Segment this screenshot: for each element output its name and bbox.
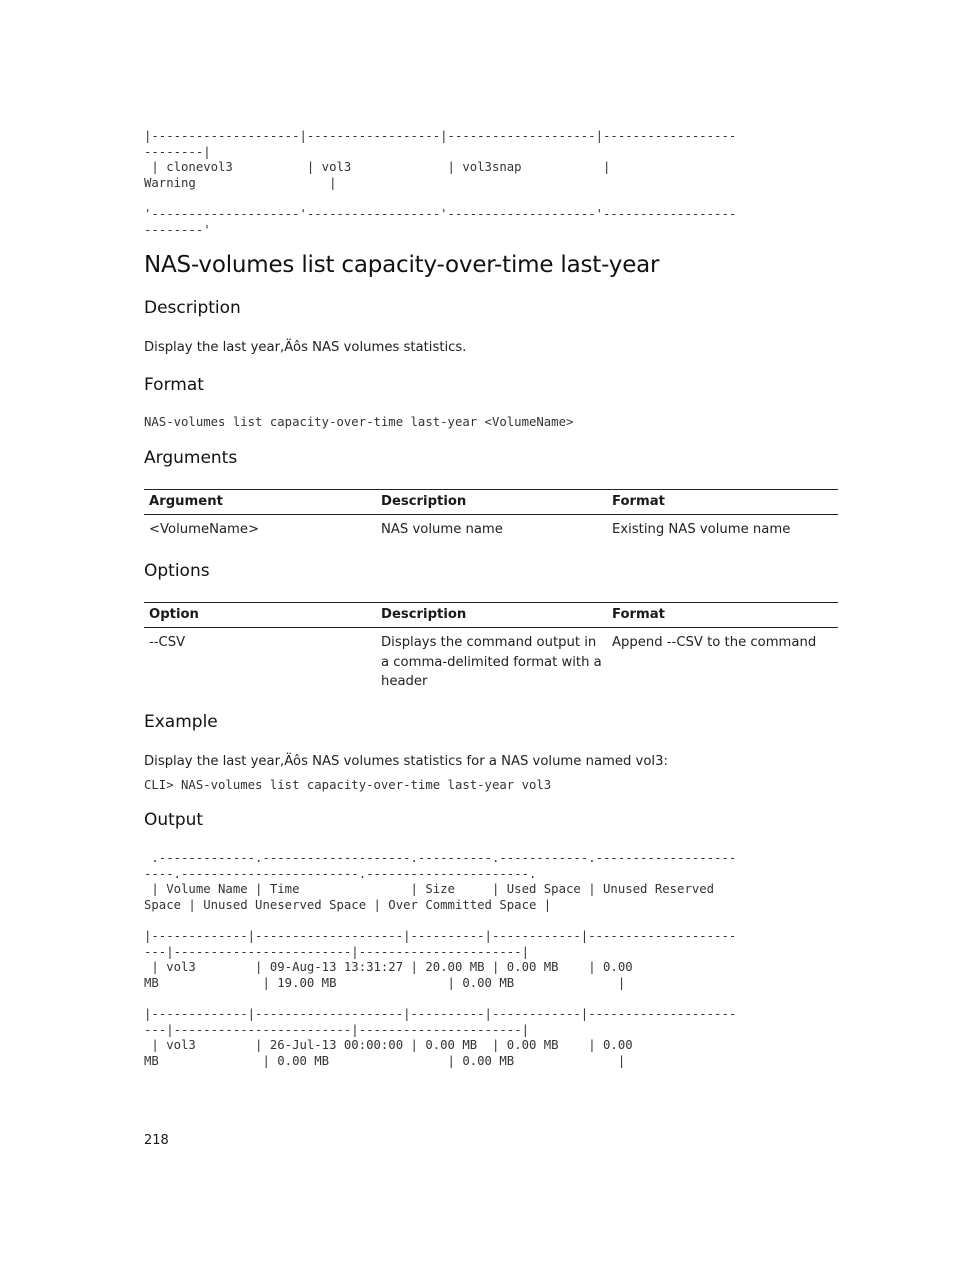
table-cell: Append --CSV to the command [612,635,817,650]
example-text: Display the last year,Äôs NAS volumes statistics for a NAS volume named vol3: [144,754,668,769]
table-cell: --CSV [149,635,186,650]
table-header-row [144,490,838,515]
example-command: CLI> NAS-volumes list capacity-over-time last-year vol3 [144,778,552,792]
page-title: NAS-volumes list capacity-over-time last-year [144,252,660,278]
table-cell: Existing NAS volume name [612,522,791,537]
column-header: Format [607,490,838,515]
table-row [144,515,838,544]
table-header-row [144,603,838,628]
description-text: Display the last year,Äôs NAS volumes statistics. [144,340,467,355]
example-heading: Example [144,712,218,732]
output-heading: Output [144,810,204,830]
column-header: Option [144,603,376,628]
table-row [144,628,838,696]
page-number: 218 [144,1133,169,1148]
options-table [144,602,838,696]
output-block: .-------------.--------------------.----------.------------.------------------- ----.------------------------.----------------------. | Volume Name | Time | Size | Used Space | Unused Reserved Space | Unused Uneserved Space | Over Committed Space | |-------------|--------------------|----------|------------|-------------------- ---|------------------------|----------------------| | vol3 | 09-Aug-13 13:31:27 | 20.00 MB | 0.00 MB | 0.00 MB | 19.00 MB | 0.00 MB | |-------------|--------------------|----------|------------|-------------------- ---|------------------------|----------------------| | vol3 | 26-Jul-13 00:00:00 | 0.00 MB | 0.00 MB | 0.00 MB | 0.00 MB | 0.00 MB | [144,851,737,1068]
previous-output-block: |--------------------|------------------|--------------------|------------------ --------| | clonevol3 | vol3 | vol3snap | Warning | '--------------------'------------------'--------------------'------------------ --------' [144,129,737,237]
column-header: Description [376,603,607,628]
column-header: Argument [144,490,376,515]
column-header: Format [607,603,838,628]
format-heading: Format [144,375,204,395]
options-heading: Options [144,561,210,581]
column-header: Description [376,490,607,515]
table-cell: Displays the command output in a comma-delimited format with a header [381,635,602,689]
format-command: NAS-volumes list capacity-over-time last-year <VolumeName> [144,415,574,429]
description-heading: Description [144,298,241,318]
arguments-table [144,489,838,544]
table-cell: <VolumeName> [149,522,260,537]
arguments-heading: Arguments [144,448,238,468]
table-cell: NAS volume name [381,522,503,537]
